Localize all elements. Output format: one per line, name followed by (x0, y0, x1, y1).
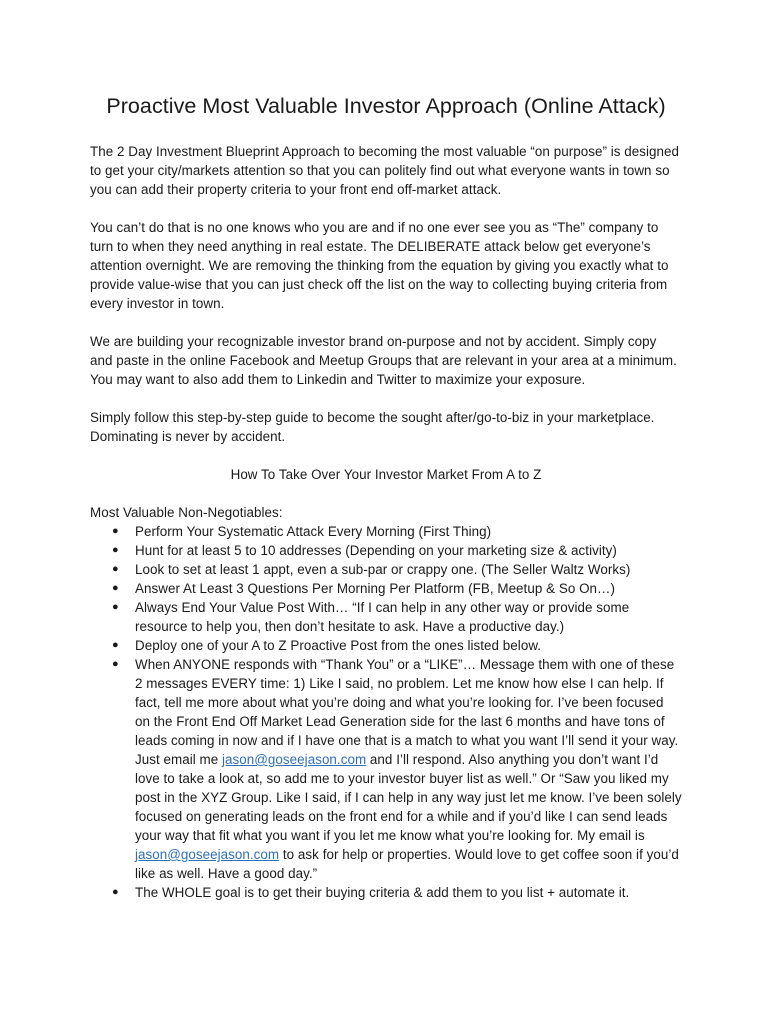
email-link[interactable]: jason@goseejason.com (222, 752, 367, 767)
list-item-message-templates (90, 655, 682, 883)
non-negotiables-list (90, 522, 682, 902)
list-item-text: Look to set at least 1 appt, even a sub-par or crappy one. (The Seller Waltz Works) (135, 562, 631, 577)
message-text-part-1: When ANYONE responds with “Thank You” or a “LIKE”… Message them with one of these 2 messages EVERY time: 1) Like I said, no problem. Let me know how else I can help. If fact, tell me more about what you’re doing and what you’re looking for. I’ve been focused on the Front End Off Market Lead Generation side for the last 6 months and have tons of leads coming in now and if I have one that is a match to what you want I’ll send it your way. Just email me (135, 657, 679, 767)
section-subheading: How To Take Over Your Investor Market From A to Z (230, 467, 542, 482)
email-link[interactable]: jason@goseejason.com (135, 847, 280, 862)
document-page (90, 92, 682, 902)
document-title: Proactive Most Valuable Investor Approach (Online Attack) (106, 94, 666, 118)
list-item (90, 636, 682, 655)
list-item (90, 579, 682, 598)
bullet-icon: ● (112, 544, 119, 556)
platform-paragraph: We are building your recognizable investor brand on-purpose and not by accident. Simply copy and paste in the online Facebook and Meetup Groups that are relevant in your area at a minimum. You may want to also add them to Linkedin and Twitter to maximize your exposure. (90, 334, 677, 387)
brand-paragraph: You can’t do that is no one knows who you are and if no one ever see you as “The” company to turn to when they need anything in real estate. The DELIBERATE attack below get everyone’s attention overnight. We are removing the thinking from the equation by giving you exactly what to provide value-wise that you can just check off the list on the way to collecting buying criteria from every investor in town. (90, 220, 669, 311)
list-item (90, 541, 682, 560)
message-text-part-2: and I’ll respond. Also anything you don’t want I’d love to take a look at, so add me to your investor buyer list as well.” Or “Saw you liked my post in the XYZ Group. Like I said, if I can help in any way just let me know. I’ve been solely focused on generating leads on the front end for a while and if you’d like I can send leads your way that fit what you want if you let me know what you’re looking for. My email is (135, 752, 682, 843)
bullet-icon: ● (112, 601, 119, 613)
bullet-icon: ● (112, 639, 119, 651)
list-item-text: Hunt for at least 5 to 10 addresses (Depending on your marketing size & activity) (135, 543, 617, 558)
bullet-icon: ● (112, 582, 119, 594)
list-item-text: Always End Your Value Post With… “If I can help in any other way or provide some resource to help you, then don’t hesitate to ask. Have a productive day.) (135, 600, 630, 634)
intro-paragraph: The 2 Day Investment Blueprint Approach to becoming the most valuable “on purpose” is designed to get your city/markets attention so that you can politely find out what everyone wants in town so you can add their property criteria to your front end off-market attack. (90, 144, 680, 197)
message-text-part-3: to ask for help or properties. Would love to get coffee soon if you’d like as well. Have a good day.” (135, 847, 679, 881)
list-item (90, 598, 682, 636)
list-heading: Most Valuable Non-Negotiables: (90, 505, 283, 520)
bullet-icon: ● (112, 886, 119, 898)
list-item (90, 522, 682, 541)
list-item-text: The WHOLE goal is to get their buying criteria & add them to you list + automate it. (135, 885, 630, 900)
guide-paragraph: Simply follow this step-by-step guide to become the sought after/go-to-biz in your marketplace. Dominating is never by accident. (90, 410, 655, 444)
list-item-text: Perform Your Systematic Attack Every Morning (First Thing) (135, 524, 492, 539)
bullet-icon: ● (112, 563, 119, 575)
list-item (90, 883, 682, 902)
list-item-text: Deploy one of your A to Z Proactive Post from the ones listed below. (135, 638, 542, 653)
bullet-icon: ● (112, 658, 119, 670)
list-item-text: Answer At Least 3 Questions Per Morning Per Platform (FB, Meetup & So On…) (135, 581, 616, 596)
bullet-icon: ● (112, 525, 119, 537)
list-item (90, 560, 682, 579)
